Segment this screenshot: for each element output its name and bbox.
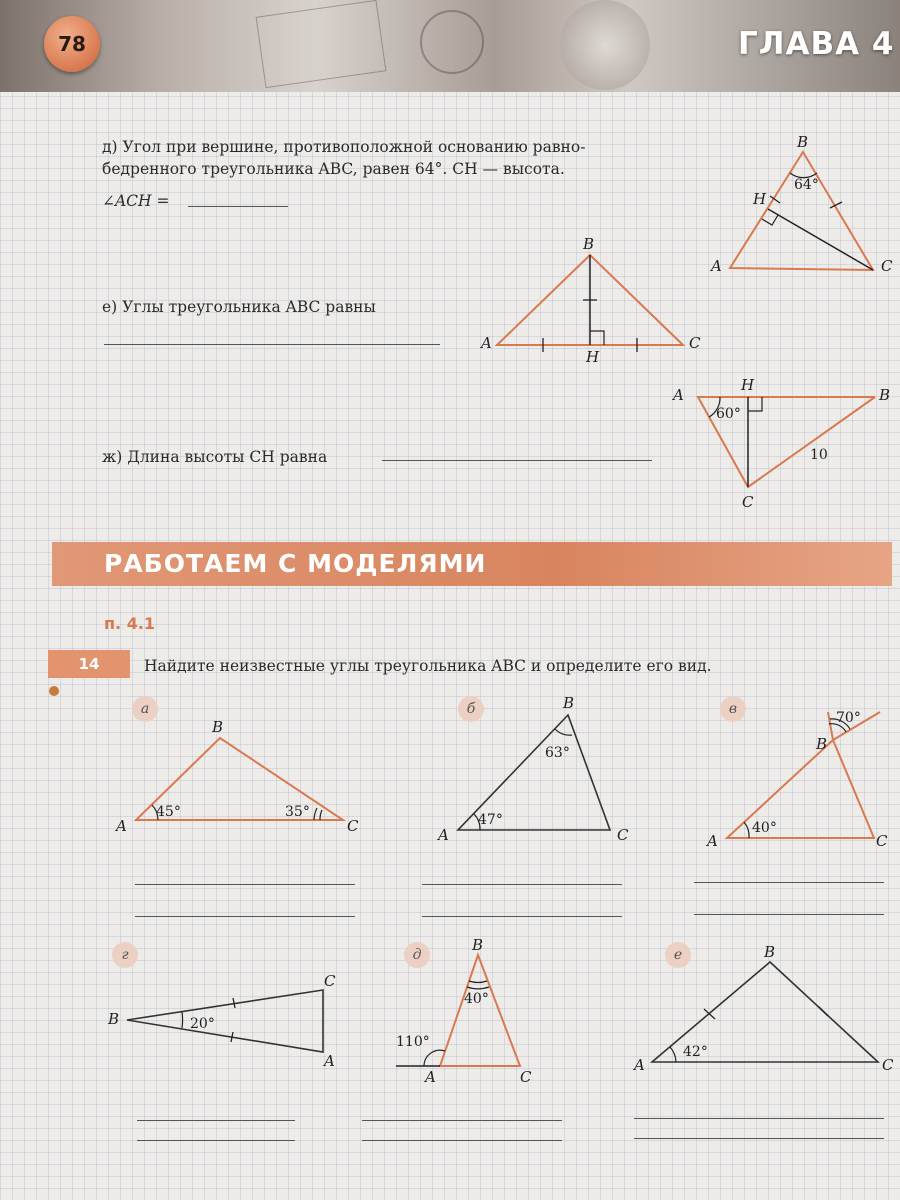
answer-line-b-2[interactable] <box>422 916 622 917</box>
triangle-g <box>127 990 323 1052</box>
page-number: 78 <box>44 16 100 72</box>
answer-line-dd-1[interactable] <box>362 1120 562 1121</box>
answer-line-a-2[interactable] <box>135 916 355 917</box>
answer-line-v-1[interactable] <box>694 882 884 883</box>
angle-arc-c <box>314 808 317 820</box>
label-b: B <box>583 235 595 253</box>
angle-label: 45° <box>156 804 181 820</box>
answer-line-b-1[interactable] <box>422 884 622 885</box>
paragraph-reference: п. 4.1 <box>104 614 156 633</box>
problem-e-text: е) Углы треугольника ABC равны <box>102 298 376 316</box>
label-b: B <box>797 133 809 151</box>
triangle-v <box>727 740 874 838</box>
chapter-title: ГЛАВА 4 <box>738 26 895 62</box>
label-c: C <box>324 972 336 990</box>
label-b: B <box>212 718 224 736</box>
label-a: A <box>481 334 492 352</box>
angle-arc-b <box>555 729 572 735</box>
label-a: A <box>324 1052 335 1070</box>
angle-arc-a <box>744 822 749 838</box>
label-c: C <box>882 1056 894 1074</box>
label-b: B <box>563 694 575 712</box>
answer-line-e-2[interactable] <box>634 1138 884 1139</box>
figure-tag-e: е <box>665 942 691 968</box>
figure-tag-v: в <box>720 696 746 722</box>
label-c: C <box>347 817 359 835</box>
label-a: A <box>707 832 718 850</box>
label-b: B <box>816 735 828 753</box>
label-b: B <box>764 943 776 961</box>
problem-zh-text: ж) Длина высоты CH равна <box>102 448 328 466</box>
answer-line-g-1[interactable] <box>137 1120 295 1121</box>
label-a: A <box>116 817 127 835</box>
label-c: C <box>617 826 629 844</box>
label-a: A <box>438 826 449 844</box>
angle-label: 40° <box>752 820 777 836</box>
section-title: РАБОТАЕМ С МОДЕЛЯМИ <box>104 549 487 578</box>
angle-label: 35° <box>285 804 310 820</box>
figure-tag-dd: д <box>404 942 430 968</box>
problem-d-text-line2: бедренного треугольника ABC, равен 64°. CH — высота. <box>102 160 565 178</box>
angle-arc-b <box>469 981 487 982</box>
label-h: H <box>586 348 600 366</box>
figure-tag-g: г <box>112 942 138 968</box>
triangle-dd <box>440 955 520 1066</box>
label-c: C <box>876 832 888 850</box>
length-label: 10 <box>810 447 828 463</box>
angle-label: 42° <box>683 1044 708 1060</box>
label-h: H <box>741 376 755 394</box>
task-number-badge: 14 <box>48 650 130 678</box>
answer-line-g-2[interactable] <box>137 1140 295 1141</box>
task-14-text: Найдите неизвестные углы треугольника ABC и определите его вид. <box>144 657 712 675</box>
tick-mark <box>819 1007 828 1016</box>
side-extension <box>828 712 833 740</box>
answer-line-dd-2[interactable] <box>362 1140 562 1141</box>
angle-arc-a <box>670 1047 676 1062</box>
answer-line-e-1[interactable] <box>634 1118 884 1119</box>
angle-arc-b <box>182 1012 183 1028</box>
label-a: A <box>425 1068 436 1086</box>
answer-line-a-1[interactable] <box>135 884 355 885</box>
angle-label: 60° <box>716 406 741 422</box>
label-b: B <box>879 386 891 404</box>
label-c: C <box>742 493 754 511</box>
label-h: H <box>753 190 767 208</box>
label-a: A <box>673 386 684 404</box>
label-a: A <box>711 257 722 275</box>
angle-label: 63° <box>545 745 570 761</box>
figure-tag-b: б <box>458 696 484 722</box>
angle-label: 47° <box>478 812 503 828</box>
label-c: C <box>520 1068 532 1086</box>
label-b: B <box>472 936 484 954</box>
angle-label: 64° <box>794 177 819 193</box>
figure-tag-a: а <box>132 696 158 722</box>
problem-d-text-line1: д) Угол при вершине, противоположной основанию равно- <box>102 138 586 156</box>
label-a: A <box>634 1056 645 1074</box>
label-b: B <box>108 1010 120 1028</box>
angle-label: 20° <box>190 1016 215 1032</box>
angle-arc-c <box>320 810 322 820</box>
label-c: C <box>689 334 701 352</box>
angle-label: 110° <box>396 1034 430 1050</box>
angle-label: 70° <box>836 710 861 726</box>
answer-line-v-2[interactable] <box>694 914 884 915</box>
angle-label: 40° <box>464 991 489 1007</box>
label-c: C <box>881 257 893 275</box>
problem-d-expression: ∠ACH = <box>102 192 170 210</box>
angle-arc-b <box>467 987 489 989</box>
